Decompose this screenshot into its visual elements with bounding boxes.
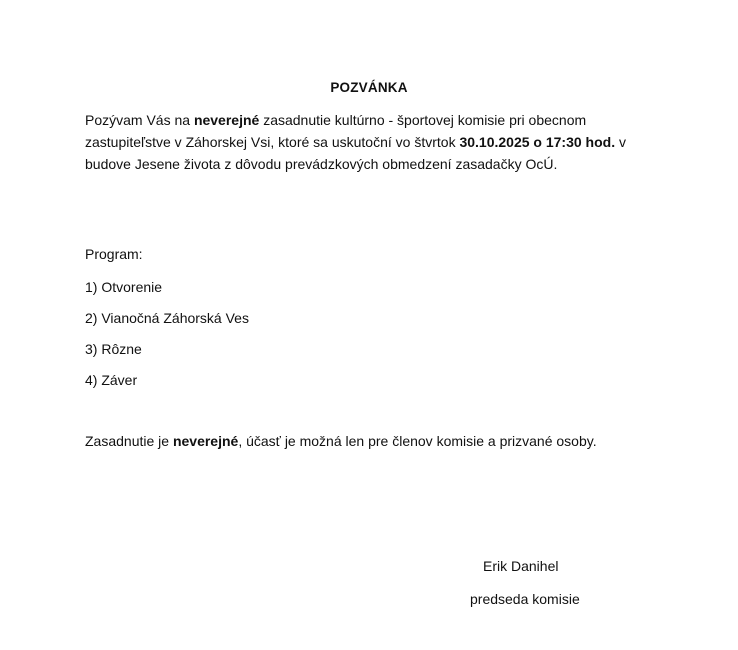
signature-role: predseda komisie (470, 591, 580, 607)
intro-bold-neverejne: neverejné (193, 112, 260, 128)
intro-text-2: zasadnutie kultúrno - športovej komisie pri obecnom zastupiteľstve v Záhorskej Vsi, ktoré sa uskutoční vo štvrtok (85, 112, 587, 150)
program-label: Program: (85, 246, 143, 262)
intro-bold-datetime: 30.10.2025 o 17:30 hod. (459, 134, 616, 150)
document-title: POZVÁNKA (330, 80, 408, 95)
program-list (85, 277, 249, 401)
program-item: 4) Záver (85, 372, 138, 388)
closing-bold-neverejne: neverejné (172, 433, 239, 449)
closing-paragraph (85, 433, 685, 449)
intro-text-3: v budove Jesene života z dôvodu prevádzkových obmedzení zasadačky OcÚ. (85, 134, 626, 172)
signature-name: Erik Danihel (483, 558, 559, 574)
closing-text-2: , účasť je možná len pre členov komisie a prizvané osoby. (238, 433, 597, 449)
program-item: 1) Otvorenie (85, 279, 163, 295)
intro-paragraph (85, 109, 645, 175)
intro-text-1: Pozývam Vás na (85, 112, 194, 128)
program-item: 3) Rôzne (85, 341, 142, 357)
program-item: 2) Vianočná Záhorská Ves (85, 310, 249, 326)
closing-text-1: Zasadnutie je (85, 433, 173, 449)
